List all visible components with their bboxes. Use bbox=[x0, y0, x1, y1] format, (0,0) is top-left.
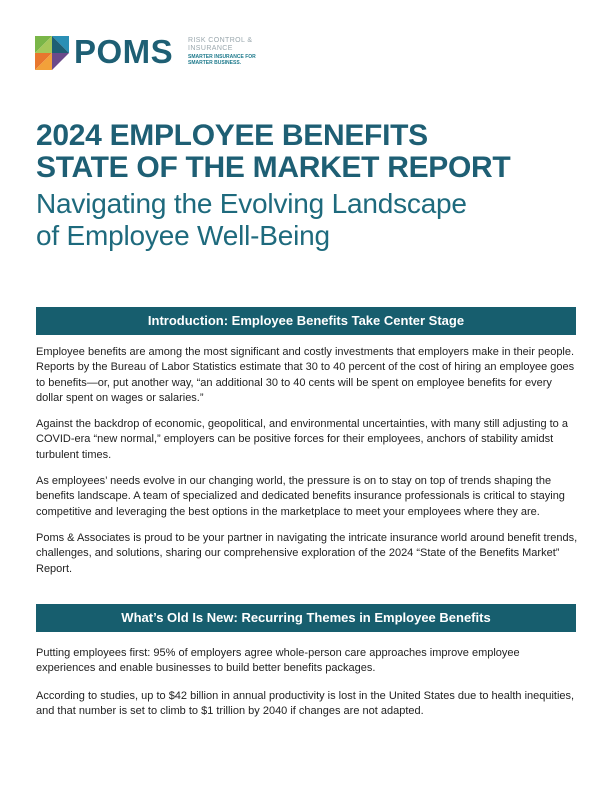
title-line-1: 2024 EMPLOYEE BENEFITS bbox=[36, 119, 428, 152]
intro-paragraph-3: As employees’ needs evolve in our changing world, the pressure is on to stay on top of trends shaping the benefits landscape. A team of specialized and dedicated benefits insurance professionals is critical to staying competitive and leveraging the best options in the marketplace to meet your employees where they are. bbox=[36, 475, 565, 518]
subtitle-line-1: Navigating the Evolving Landscape bbox=[36, 188, 467, 219]
logo-tagline-bottom: SMARTER INSURANCE FOR SMARTER BUSINESS. bbox=[188, 54, 256, 66]
logo-tagline-top: RISK CONTROL & INSURANCE bbox=[188, 37, 253, 52]
subtitle-line-2: of Employee Well-Being bbox=[36, 220, 330, 251]
section-heading-introduction: Introduction: Employee Benefits Take Center Stage bbox=[36, 307, 576, 335]
report-title bbox=[36, 120, 596, 252]
themes-paragraph-1: Putting employees first: 95% of employers agree whole-person care approaches improve employee experiences and enable businesses to build better benefits packages. bbox=[36, 647, 520, 675]
intro-paragraph-2: Against the backdrop of economic, geopolitical, and environmental uncertainties, with many still adjusting to a COVID-era “new normal,” employers can be positive forces for their employees, anchors of stability amidst turbulent times. bbox=[36, 418, 568, 461]
themes-paragraph-2: According to studies, up to $42 billion in annual productivity is lost in the United States due to health inequities, and that number is set to climb to $1 trillion by 2040 if changes are not adapted. bbox=[36, 690, 575, 718]
poms-logo-mark-icon bbox=[35, 36, 69, 70]
logo-wordmark: POMS bbox=[74, 33, 174, 70]
section-heading-recurring-themes: What’s Old Is New: Recurring Themes in Employee Benefits bbox=[36, 604, 576, 632]
poms-logo bbox=[35, 34, 275, 74]
intro-paragraph-1: Employee benefits are among the most significant and costly investments that employers make in their people. Reports by the Bureau of Labor Statistics estimate that 30 to 40 percent of the cost of hiring an employee goes to benefits—or, put another way, “an additional 30 to 40 cents will be spent on employee benefits for every dollar spent on wages or salaries.” bbox=[36, 346, 575, 404]
title-line-2: STATE OF THE MARKET REPORT bbox=[36, 151, 511, 184]
intro-paragraph-4: Poms & Associates is proud to be your partner in navigating the intricate insurance world around benefit trends, challenges, and solutions, sharing our comprehensive exploration of the 2024 “State of the Benefits Market” Report. bbox=[36, 532, 578, 575]
logo-tagline bbox=[188, 37, 278, 66]
